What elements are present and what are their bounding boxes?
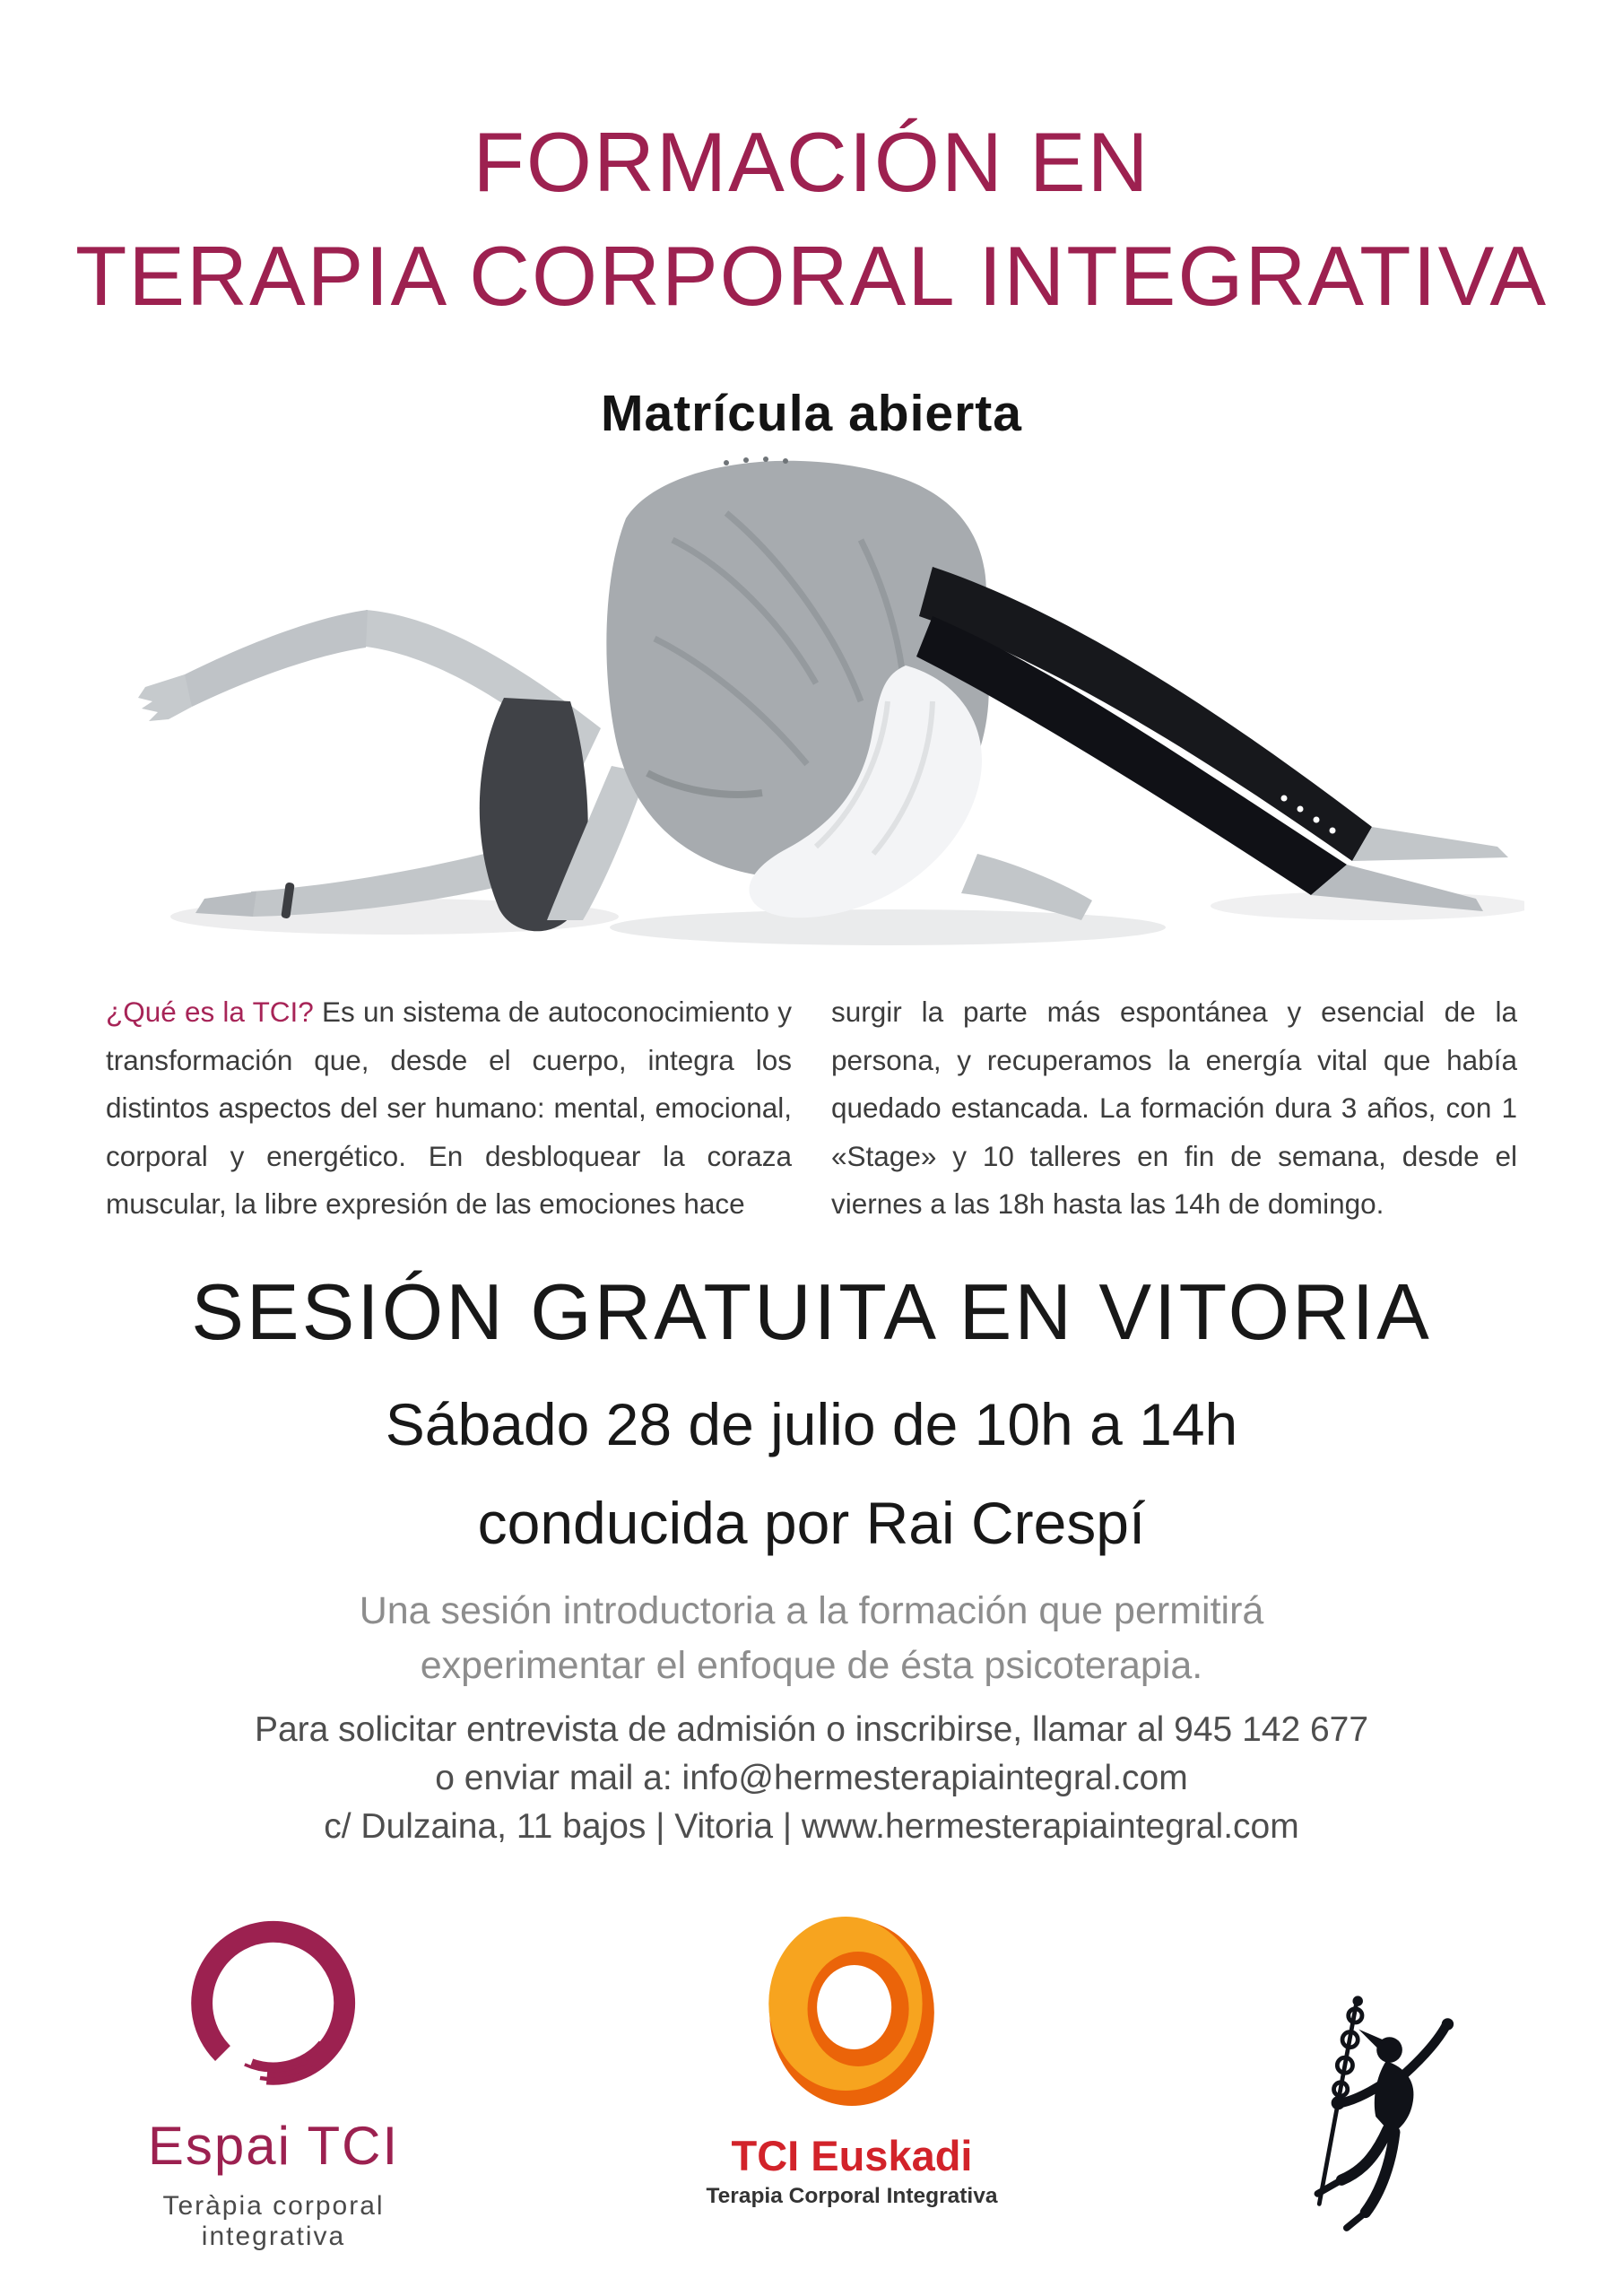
contact-address-line: c/ Dulzaina, 11 bajos | Vitoria | www.hermesterapiaintegral.com xyxy=(324,1806,1299,1846)
intro-columns xyxy=(106,988,1517,1229)
euskadi-logo-tagline: Terapia Corporal Integrativa xyxy=(706,2184,998,2208)
title-line-1: FORMACIÓN EN xyxy=(473,115,1150,209)
intro-right-column: surgir la parte más espontánea y esencial de la persona, y recuperamos la energía vital que había quedado estancada. La formación dura 3 años, con 1 «Stage» y 10 talleres en fin de semana, desde el viernes a las 18h hasta las 14h de domingo. xyxy=(831,996,1517,1221)
session-date: Sábado 28 de julio de 10h a 14h xyxy=(385,1391,1238,1457)
euskadi-ring-icon xyxy=(757,1903,947,2118)
contact-email-line: o enviar mail a: info@hermesterapiaintegral.com xyxy=(435,1758,1188,1797)
title-line-2: TERAPIA CORPORAL INTEGRATIVA xyxy=(74,228,1549,323)
hermes-icon xyxy=(1287,1973,1475,2260)
session-title: SESIÓN GRATUITA EN VITORIA xyxy=(191,1267,1432,1356)
espai-logo-tagline: Teràpia corporal integrativa xyxy=(162,2191,385,2251)
euskadi-logo-name: TCI Euskadi xyxy=(731,2132,973,2179)
hermes-logo xyxy=(1255,1973,1506,2260)
espai-logo-name: Espai TCI xyxy=(147,2116,400,2176)
bodywork-photo-illustration xyxy=(99,432,1524,952)
session-block xyxy=(0,1266,1623,1693)
tci-euskadi-logo xyxy=(673,1903,1031,2209)
espai-enso-icon xyxy=(178,1905,369,2100)
subtitle-matricula: Matrícula abierta xyxy=(601,385,1022,442)
page-title xyxy=(0,106,1623,334)
intro-lead: ¿Qué es la TCI? xyxy=(106,996,314,1028)
session-conductor: conducida por Rai Crespí xyxy=(477,1490,1146,1556)
session-description-line2: experimentar el enfoque de ésta psicoterapia. xyxy=(420,1644,1203,1688)
espai-tci-logo xyxy=(94,1905,453,2252)
intro-left-text: Es un sistema de autoconocimiento y transformación que, desde el cuerpo, integra los distintos aspectos del ser humano: mental, emocional, corporal y energético. En desbloquear la coraza muscular, la libre expresión de las emociones hace xyxy=(106,996,792,1221)
contact-block xyxy=(0,1706,1623,1850)
session-description xyxy=(0,1584,1623,1693)
intro-left-column xyxy=(106,988,792,1229)
session-description-line1: Una sesión introductoria a la formación que permitirá xyxy=(359,1589,1264,1632)
contact-phone-line: Para solicitar entrevista de admisión o inscribirse, llamar al 945 142 677 xyxy=(254,1710,1369,1749)
bodywork-photo xyxy=(99,432,1524,952)
